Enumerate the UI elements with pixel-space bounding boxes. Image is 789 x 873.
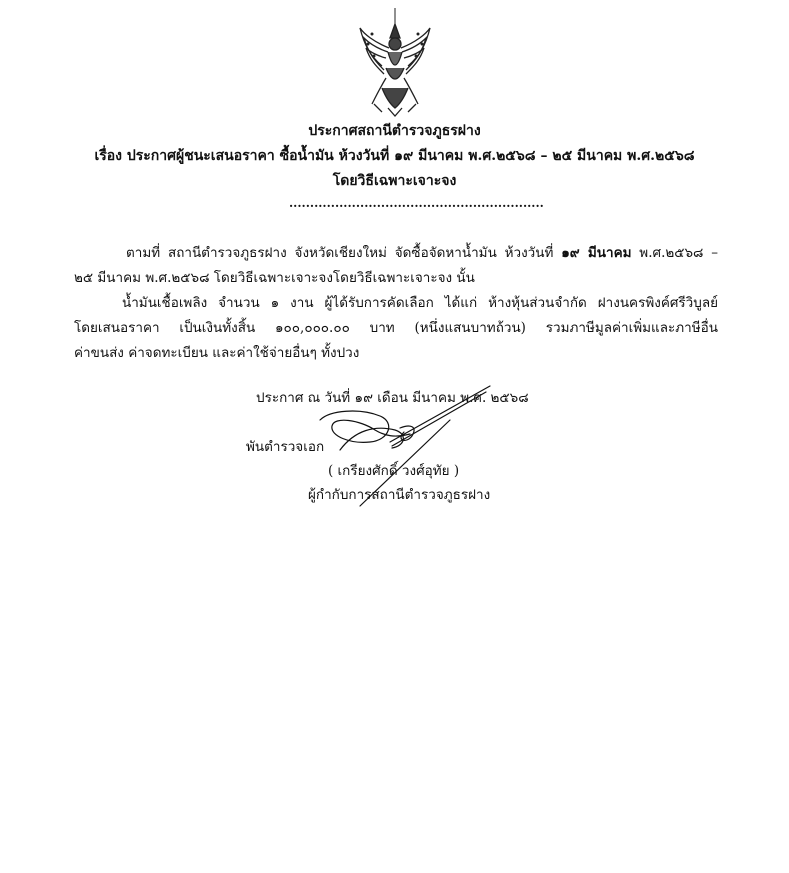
announce-date: ประกาศ ณ วันที่ ๑๙ เดือน มีนาคม พ.ศ. ๒๕๖๘ bbox=[256, 390, 529, 406]
p1-text-b: พ.ศ.๒๕๖๘ – bbox=[631, 245, 719, 261]
announcement-title: ประกาศสถานีตำรวจภูธรฝาง bbox=[308, 123, 481, 139]
p1-text-a: ตามที่ สถานีตำรวจภูธรฝาง จังหวัดเชียงใหม่ จัดซื้อจัดหาน้ำมัน ห้วงวันที่ bbox=[126, 245, 562, 261]
garuda-emblem bbox=[352, 8, 438, 118]
signer-name: ( เกรียงศักดิ์ วงศ์อุทัย ) bbox=[328, 463, 460, 479]
signer-position: ผู้กำกับการสถานีตำรวจภูธรฝาง bbox=[308, 487, 491, 503]
announcement-method: โดยวิธีเฉพาะเจาะจง bbox=[332, 173, 457, 189]
paragraph-2-line-3: ค่าขนส่ง ค่าจดทะเบียน และค่าใช้จ่ายอื่นๆ ทั้งปวง bbox=[74, 345, 360, 361]
paragraph-1-line-2: ๒๕ มีนาคม พ.ศ.๒๕๖๘ โดยวิธีเฉพาะเจาะจงโดยวิธีเฉพาะเจาะจง นั้น bbox=[74, 270, 475, 286]
dotted-divider: ............................................................. bbox=[289, 196, 544, 210]
paragraph-1-line-1 bbox=[126, 243, 718, 263]
p1-date-bold: ๑๙ มีนาคม bbox=[561, 245, 632, 261]
paragraph-2-line-2: โดยเสนอราคา เป็นเงินทั้งสิ้น ๑๐๐,๐๐๐.๐๐ บาท (หนึ่งแสนบาทถ้วน) รวมภาษีมูลค่าเพิ่มและภาษีอื่น bbox=[74, 320, 718, 336]
announcement-subject: เรื่อง ประกาศผู้ชนะเสนอราคา ซื้อน้ำมัน ห้วงวันที่ ๑๙ มีนาคม พ.ศ.๒๕๖๘ – ๒๕ มีนาคม พ.ศ.๒๕๖๘ bbox=[94, 148, 695, 164]
paragraph-2-line-1: น้ำมันเชื้อเพลิง จำนวน ๑ งาน ผู้ได้รับการคัดเลือก ได้แก่ ห้างหุ้นส่วนจำกัด ฝางนครพิงค์ศรีวิบูลย์ bbox=[122, 295, 718, 311]
signer-rank: พันตำรวจเอก bbox=[246, 439, 325, 455]
